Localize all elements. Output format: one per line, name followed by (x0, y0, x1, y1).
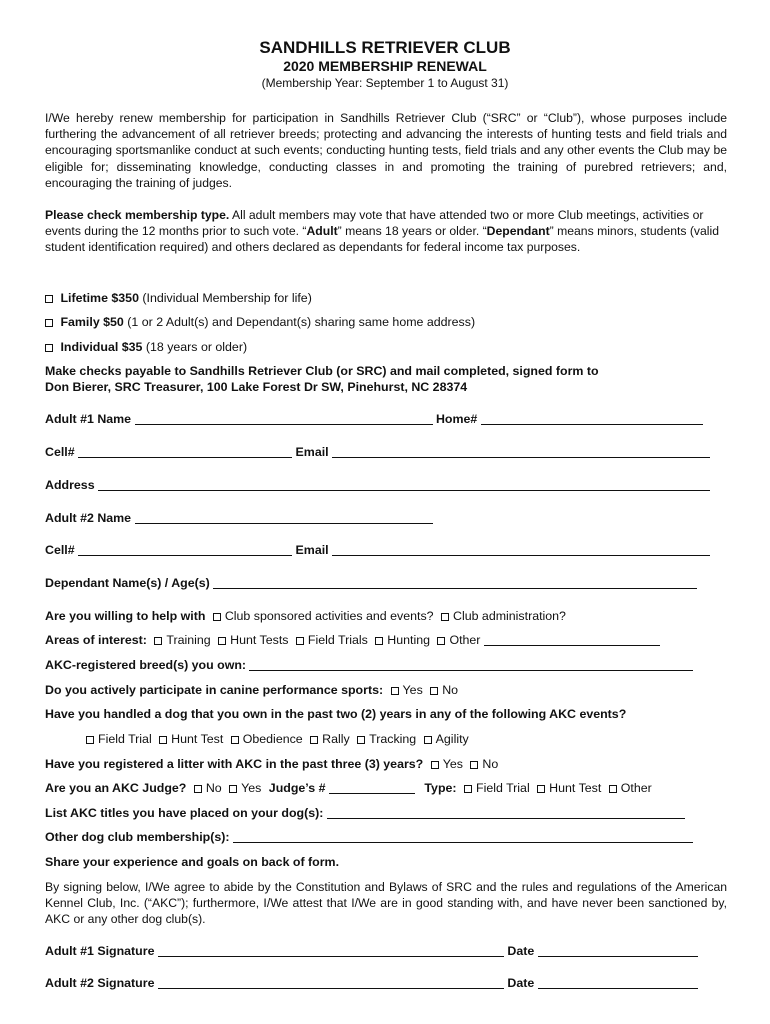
adult2-cell-field[interactable] (78, 544, 292, 556)
payment-line-2: Don Bierer, SRC Treasurer, 100 Lake Forest Dr SW, Pinehurst, NC 28374 (45, 380, 468, 394)
adult2-name-label: Adult #2 Name (45, 511, 132, 525)
email-label: Email (295, 445, 329, 459)
litter-label: Have you registered a litter with AKC in the past three (3) years? (45, 757, 424, 771)
form-subtitle: 2020 MEMBERSHIP RENEWAL (283, 58, 487, 74)
cell-label-2: Cell# (45, 543, 75, 557)
adult-term: Adult (306, 224, 338, 239)
email-label-2: Email (295, 543, 329, 557)
breeds-field[interactable] (249, 659, 693, 671)
family-checkbox[interactable] (45, 319, 53, 327)
field-trial-checkbox[interactable] (86, 736, 94, 744)
other-clubs-row (45, 830, 727, 844)
option-lifetime: Lifetime $350 (Individual Membership for life) (45, 291, 727, 305)
intro-paragraph: I/We hereby renew membership for participation in Sandhills Retriever Club (“SRC” or “Club”), whose purposes include furthering the advancement of all retriever breeds; protecting and advancing the interests of hunting tests and field trials and encouraging sportsmanlike conduct at such events; conducting hunting tests, field trials and any other events the Club may be eligible for; disseminating knowledge, conducting classes in and promoting the training of purebred retrievers; and, encouraging the training of judges. (45, 111, 727, 190)
dependants-row (45, 576, 727, 590)
adult1-date-field[interactable] (538, 945, 698, 957)
adult1-signature-field[interactable] (158, 945, 504, 957)
events-row: Field Trial Hunt Test Obedience Rally Tracking Agility (86, 732, 726, 746)
help-admin-checkbox[interactable] (441, 613, 449, 621)
adult2-email-field[interactable] (332, 544, 710, 556)
form-title: SANDHILLS RETRIEVER CLUB (259, 38, 511, 57)
adult2-signature-row (45, 976, 727, 990)
hunt-test-checkbox[interactable] (159, 736, 167, 744)
adult1-signature-row (45, 944, 727, 958)
address-row (45, 478, 727, 492)
adult1-email-field[interactable] (332, 446, 710, 458)
obedience-checkbox[interactable] (231, 736, 239, 744)
adult2-signature-label: Adult #2 Signature (45, 976, 155, 990)
litter-no-checkbox[interactable] (470, 761, 478, 769)
help-label: Are you willing to help with (45, 609, 206, 623)
adult1-name-field[interactable] (135, 413, 433, 425)
handled-question: Have you handled a dog that you own in the past two (2) years in any of the following AKC events? (45, 707, 627, 721)
sports-row: Do you actively participate in canine performance sports: Yes No (45, 683, 459, 697)
adult2-date-label: Date (507, 976, 535, 990)
titles-field[interactable] (327, 807, 685, 819)
titles-row (45, 806, 727, 820)
adult1-name-label: Adult #1 Name (45, 412, 132, 426)
cell-label: Cell# (45, 445, 75, 459)
litter-row: Have you registered a litter with AKC in the past three (3) years? Yes No (45, 757, 499, 771)
dependants-field[interactable] (213, 577, 697, 589)
home-phone-field[interactable] (481, 413, 703, 425)
field-trials-checkbox[interactable] (296, 637, 304, 645)
titles-label: List AKC titles you have placed on your dog(s): (45, 806, 324, 820)
individual-checkbox[interactable] (45, 344, 53, 352)
judge-label: Are you an AKC Judge? (45, 781, 187, 795)
training-checkbox[interactable] (154, 637, 162, 645)
membership-year-note: (Membership Year: September 1 to August 31) (261, 76, 509, 90)
breeds-label: AKC-registered breed(s) you own: (45, 658, 247, 672)
areas-label: Areas of interest: (45, 633, 147, 647)
adult2-date-field[interactable] (538, 977, 698, 989)
judge-yes-checkbox[interactable] (229, 785, 237, 793)
hunt-tests-checkbox[interactable] (218, 637, 226, 645)
adult1-row (45, 412, 727, 426)
agreement-paragraph: By signing below, I/We agree to abide by the Constitution and Bylaws of SRC and the rules and regulations of the American Kennel Club, Inc. (“AKC”); furthermore, I/We attest that I/We are in good standing with, and have never been sanctioned by, AKC or any other dog club(s). (45, 880, 727, 927)
membership-type-paragraph: Please check membership type. All adult members may vote that have attended two or more Club meetings, activities or events during the 12 months prior to such vote. “Adult” means 18 years or older. “Dependant” means minors, students (valid student identification required) and others declared as dependants for federal income tax purposes. (45, 208, 719, 255)
hunting-checkbox[interactable] (375, 637, 383, 645)
rally-checkbox[interactable] (310, 736, 318, 744)
agility-checkbox[interactable] (424, 736, 432, 744)
sports-yes-checkbox[interactable] (391, 687, 399, 695)
judge-number-label: Judge’s # (268, 781, 326, 795)
tracking-checkbox[interactable] (357, 736, 365, 744)
areas-row: Areas of interest: Training Hunt Tests Field Trials Hunting Other (45, 633, 727, 647)
litter-yes-checkbox[interactable] (431, 761, 439, 769)
membership-type-heading: Please check membership type. (45, 208, 230, 222)
lifetime-checkbox[interactable] (45, 295, 53, 303)
dependants-label: Dependant Name(s) / Age(s) (45, 576, 210, 590)
address-label: Address (45, 478, 95, 492)
other-interest-field[interactable] (484, 634, 660, 646)
option-individual: Individual $35 (18 years or older) (45, 340, 727, 354)
judge-type-label: Type: (424, 781, 457, 795)
judge-number-field[interactable] (329, 782, 415, 794)
payment-line-1: Make checks payable to Sandhills Retriever Club (or SRC) and mail completed, signed form to (45, 364, 599, 378)
breeds-row (45, 658, 727, 672)
adult1-cell-field[interactable] (78, 446, 292, 458)
judge-hunt-test-checkbox[interactable] (537, 785, 545, 793)
adult1-signature-label: Adult #1 Signature (45, 944, 155, 958)
adult2-contact-row (45, 543, 727, 557)
other-clubs-label: Other dog club membership(s): (45, 830, 230, 844)
share-note: Share your experience and goals on back of form. (45, 855, 340, 869)
sports-no-checkbox[interactable] (430, 687, 438, 695)
sports-label: Do you actively participate in canine performance sports: (45, 683, 384, 697)
adult2-row (45, 511, 727, 525)
option-family: Family $50 (1 or 2 Adult(s) and Dependant(s) sharing same home address) (45, 315, 727, 329)
other-clubs-field[interactable] (233, 831, 693, 843)
home-phone-label: Home# (435, 412, 478, 426)
adult2-signature-field[interactable] (158, 977, 504, 989)
judge-row: Are you an AKC Judge? No Yes Judge’s # Type: Field Trial Hunt Test Other (45, 781, 652, 795)
help-activities-checkbox[interactable] (213, 613, 221, 621)
help-row: Are you willing to help with Club sponsored activities and events? Club administration? (45, 609, 566, 623)
judge-no-checkbox[interactable] (194, 785, 202, 793)
judge-field-trial-checkbox[interactable] (464, 785, 472, 793)
adult1-contact-row (45, 445, 727, 459)
other-interest-checkbox[interactable] (437, 637, 445, 645)
adult1-date-label: Date (507, 944, 535, 958)
judge-other-checkbox[interactable] (609, 785, 617, 793)
address-field[interactable] (98, 479, 710, 491)
adult2-name-field[interactable] (135, 512, 433, 524)
dependant-term: Dependant (486, 224, 550, 239)
